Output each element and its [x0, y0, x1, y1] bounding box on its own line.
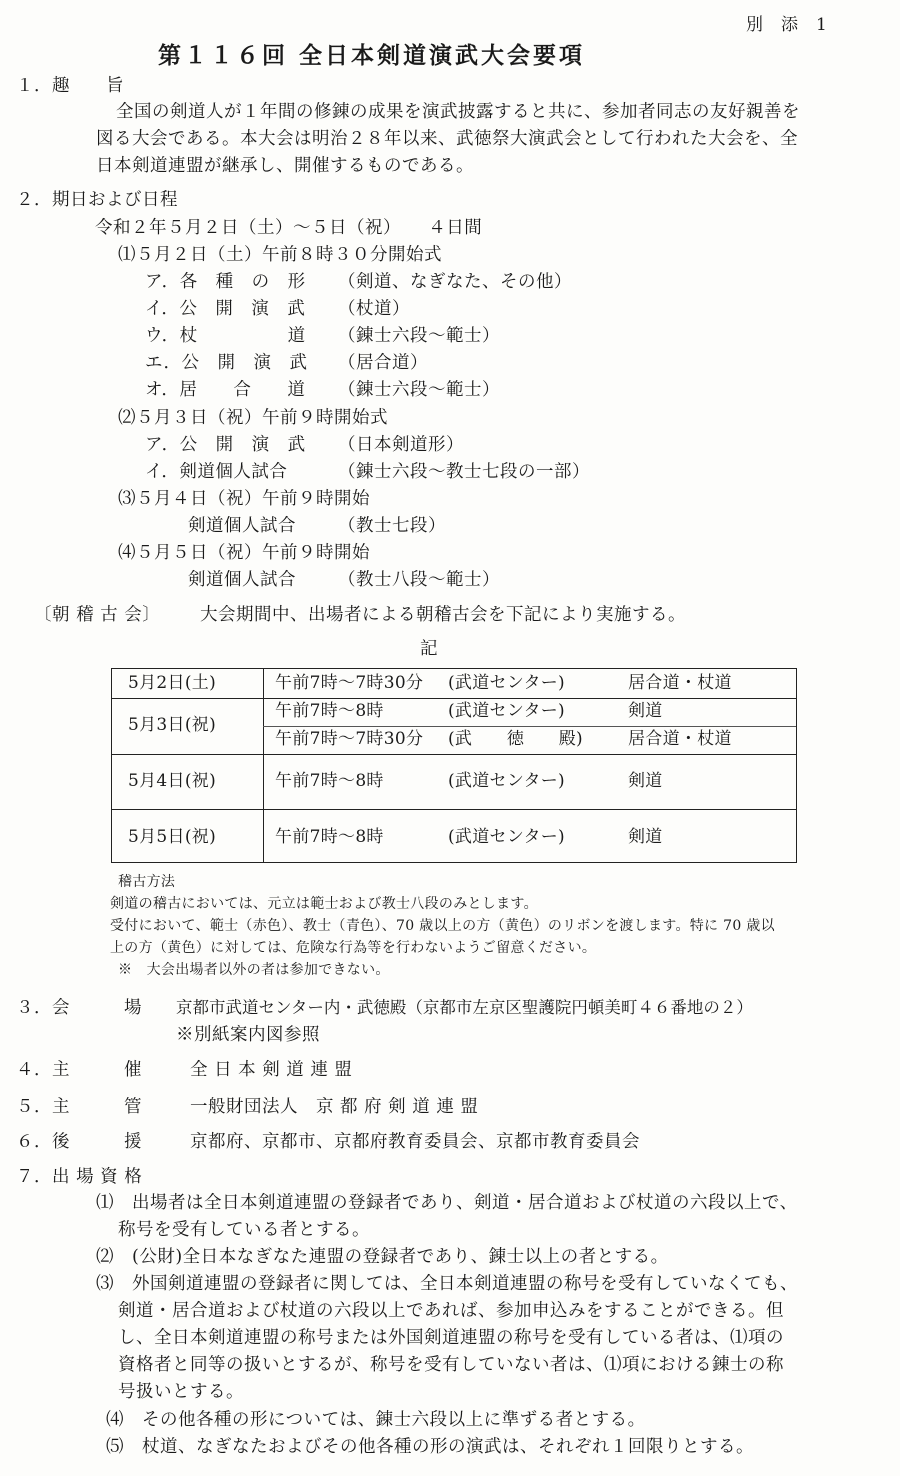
program-item-name: エ．公 開 演 武 [145, 353, 308, 373]
schedule-time: 午前7時～8時 [275, 701, 384, 721]
section-6-heading: ６．後 援 [16, 1132, 142, 1152]
venue-map-note: ※別紙案内図参照 [176, 1025, 320, 1045]
practice-note: 受付において、範士（赤色）、教士（青色）、70 歳以上の方（黄色）のリボンを渡します。特に 70 歳以 [110, 918, 775, 934]
program-item-name: オ．居 合 道 [145, 380, 306, 400]
program-item-detail: （杖道） [338, 299, 410, 319]
program-item-name: 剣道個人試合 [188, 570, 296, 590]
section-1-heading: １．趣 旨 [16, 76, 124, 96]
section-5-heading: ５．主 管 [16, 1097, 142, 1117]
eligibility-line: し、全日本剣道連盟の称号または外国剣道連盟の称号を受有している者は、⑴項の [118, 1328, 784, 1348]
schedule-place: (武道センター) [448, 673, 565, 693]
eligibility-line: ⑷ その他各種の形については、錬士六段以上に準ずる者とする。 [106, 1410, 646, 1430]
program-item-detail: （教士七段） [338, 516, 446, 536]
program-item-detail: （剣道、なぎなた、その他） [338, 272, 572, 292]
section-1-line: 日本剣道連盟が継承し、開催するものである。 [96, 156, 474, 176]
morning-practice-text: 大会期間中、出場者による朝稽古会を下記により実施する。 [200, 605, 686, 625]
program-item-name: ウ．杖 道 [145, 326, 306, 346]
schedule-event: 居合道・杖道 [628, 673, 732, 693]
schedule-date: 5月2日(土) [128, 673, 216, 693]
schedule-event: 居合道・杖道 [628, 729, 732, 749]
program-item-detail: （日本剣道形） [338, 435, 464, 455]
schedule-event: 剣道 [628, 771, 663, 791]
schedule-date: 5月5日(祝) [128, 827, 216, 847]
program-item-detail: （錬士六段～範士） [338, 380, 500, 400]
document-title: 第１１６回 全日本剣道演武大会要項 [158, 42, 586, 69]
eligibility-line: 称号を受有している者とする。 [118, 1220, 370, 1240]
program-item-name: ア．公 開 演 武 [145, 435, 306, 455]
program-item-name: ア．各 種 の 形 [145, 272, 306, 292]
program-item-detail: （居合道） [338, 353, 428, 373]
schedule-time: 午前7時～8時 [275, 771, 384, 791]
schedule-event: 剣道 [628, 701, 663, 721]
event-period: 令和２年５月２日（土）～５日（祝） ４日間 [95, 218, 483, 238]
schedule-date: 5月4日(祝) [128, 771, 216, 791]
day-3-label: ⑶５月４日（祝）午前９時開始 [118, 489, 370, 509]
management-text: 一般財団法人 京 都 府 剣 道 連 盟 [190, 1097, 479, 1117]
schedule-place: (武 徳 殿) [448, 729, 583, 749]
ki-mark: 記 [420, 639, 438, 659]
program-item-detail: （錬士六段～教士七段の一部） [338, 462, 590, 482]
section-7-heading: ７．出 場 資 格 [16, 1167, 143, 1187]
eligibility-line: ⑵ (公財)全日本なぎなた連盟の登録者であり、錬士以上の者とする。 [96, 1247, 669, 1267]
practice-note: 剣道の稽古においては、元立は範士および教士八段のみとします。 [110, 896, 538, 912]
practice-note: ※ 大会出場者以外の者は参加できない。 [118, 962, 390, 978]
day-1-label: ⑴５月２日（土）午前８時３０分開始式 [118, 245, 442, 265]
venue-text: 京都市武道センター内・武徳殿（京都市左京区聖護院円頓美町４６番地の２） [176, 998, 753, 1017]
practice-note: 上の方（黄色）に対しては、危険な行為等を行わないようご留意ください。 [110, 940, 597, 956]
schedule-time: 午前7時～8時 [275, 827, 384, 847]
section-1-line: 図る大会である。本大会は明治２８年以来、武徳祭大演武会として行われた大会を、全 [96, 129, 798, 149]
schedule-place: (武道センター) [448, 701, 565, 721]
schedule-place: (武道センター) [448, 827, 565, 847]
schedule-time: 午前7時～7時30分 [275, 673, 424, 693]
section-2-heading: ２．期日および日程 [16, 190, 178, 210]
eligibility-line: 剣道・居合道および杖道の六段以上であれば、参加申込みをすることができる。但 [118, 1301, 784, 1321]
eligibility-line: 資格者と同等の扱いとするが、称号を受有していない者は、⑴項における錬士の称 [118, 1355, 784, 1375]
organizer-text: 全 日 本 剣 道 連 盟 [190, 1060, 353, 1080]
section-4-heading: ４．主 催 [16, 1060, 142, 1080]
schedule-date: 5月3日(祝) [128, 715, 216, 735]
day-2-label: ⑵５月３日（祝）午前９時開始式 [118, 408, 388, 428]
practice-notes-title: 稽古方法 [118, 874, 176, 890]
program-item-detail: （教士八段～範士） [338, 570, 500, 590]
eligibility-line: ⑸ 杖道、なぎなたおよびその他各種の形の演武は、それぞれ１回限りとする。 [106, 1437, 754, 1457]
attachment-label: 別 添 1 [746, 15, 828, 35]
program-item-detail: （錬士六段～範士） [338, 326, 500, 346]
program-item-name: イ．公 開 演 武 [145, 299, 306, 319]
section-1-line: 全国の剣道人が１年間の修錬の成果を演武披露すると共に、参加者同志の友好親善を [116, 102, 800, 122]
eligibility-line: 号扱いとする。 [118, 1382, 244, 1402]
schedule-place: (武道センター) [448, 771, 565, 791]
program-item-name: 剣道個人試合 [188, 516, 296, 536]
morning-practice-label: 〔朝 稽 古 会〕 [34, 605, 161, 625]
eligibility-line: ⑶ 外国剣道連盟の登録者に関しては、全日本剣道連盟の称号を受有していなくても、 [96, 1274, 798, 1294]
program-item-name: イ．剣道個人試合 [145, 462, 288, 482]
schedule-event: 剣道 [628, 827, 663, 847]
sponsor-text: 京都府、京都市、京都府教育委員会、京都市教育委員会 [190, 1132, 640, 1152]
day-4-label: ⑷５月５日（祝）午前９時開始 [118, 543, 370, 563]
morning-practice-table [111, 668, 797, 863]
schedule-time: 午前7時～7時30分 [275, 729, 424, 749]
section-3-heading: ３．会 場 [16, 998, 142, 1018]
eligibility-line: ⑴ 出場者は全日本剣道連盟の登録者であり、剣道・居合道および杖道の六段以上で、 [96, 1193, 798, 1213]
